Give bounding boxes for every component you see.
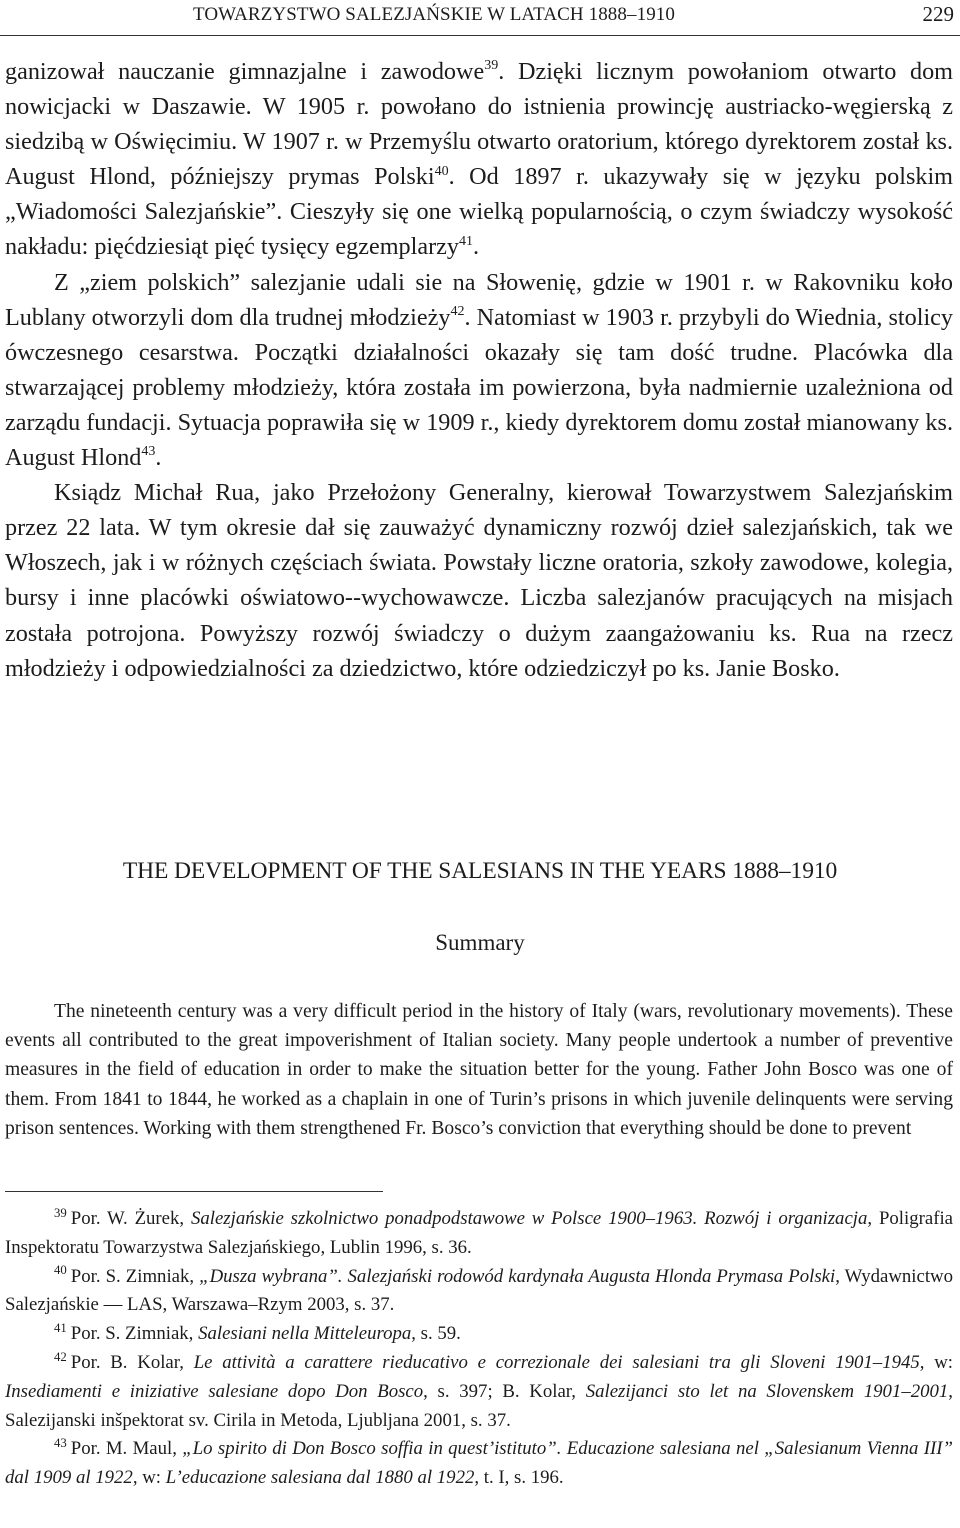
- body-paragraph-1: [5, 54, 953, 265]
- text-run: . Dzięki licznym powołaniom otwarto dom nowicjacki w Daszawie. W 1905 r. powołano do istnienia prowincję austriacko-węgierską z siedzibą w Oświęcimiu. W 1907 r. w Przemyślu otwarto oratorium, którego dyrektorem został ks. August Hlond, późniejszy prymas Polski: [5, 58, 954, 191]
- footnote-rule: [5, 1191, 383, 1192]
- text-run: . Natomiast w 1903 r. przybyli do Wiednia, stolicy ówczesnego cesarstwa. Początki działalności okazały się tam dość trudne. Placówka dla stwarzającej problemy młodzieży, która została im powierzona, była nadmiernie uzależniona od zarządu fundacji. Sytuacja poprawiła się w 1909 r., kiedy dyrektorem domu został mianowany ks. August Hlond: [5, 303, 954, 472]
- body-text: [5, 54, 953, 686]
- footnote-title: L’educazione salesiana dal 1880 al 1922: [165, 1467, 475, 1489]
- footnote-40: [5, 1263, 953, 1321]
- footnotes: [5, 1205, 953, 1493]
- footnote-43: [5, 1435, 953, 1493]
- footnote-41: [5, 1320, 953, 1349]
- text-run: ganizował nauczanie gimnazjalne i zawodowe: [5, 58, 485, 85]
- summary-subheading: Summary: [435, 930, 525, 955]
- body-paragraph-3: Ksiądz Michał Rua, jako Przełożony Generalny, kierował Towarzystwem Salezjańskim przez 22 lata. W tym okresie dał się zauważyć dynamiczny rozwój dzieł salezjańskich, tak we Włoszech, jak i w różnych częściach świata. Powstały liczne oratoria, szkoły zawodowe, kolegia, bursy i inne placówki oświatowo-​-wychowawcze. Liczba salezjanów pracujących na misjach została potrojona. Powyższy rozwój świadczy o dużym zaangażowaniu ks. Rua na rzecz młodzieży i odpowiedzialności za dziedzictwo, które odziedziczył po ks. Janie Bosko.: [5, 479, 953, 682]
- footnote-title: Salezjańskie szkolnictwo ponadpodstawowe w Polsce 1900–1963. Rozwój i organizacja: [190, 1208, 868, 1229]
- footnote-number: 39: [54, 1205, 67, 1220]
- footnote-text: Por. S. Zimniak,: [70, 1265, 200, 1287]
- footnote-number: 40: [54, 1263, 67, 1278]
- footnote-text: Por. W. Żurek,: [70, 1208, 191, 1229]
- footnote-ref-42[interactable]: 42: [450, 302, 465, 319]
- body-paragraph-2: [5, 265, 953, 476]
- summary-text: The nineteenth century was a very difficult period in the history of Italy (wars, revolutionary movements). These events all contributed to the great impoverishment of Italian society. Many people undertook a number of preventive measures in the field of education in order to make the situation better for the young. Father John Bosco was one of them. From 1841 to 1844, he worked as a chaplain in one of Turin’s prisons in which juvenile delinquents were serving prison sentences. Working with them strengthened Fr. Bosco’s conviction that everything should be done to prevent: [5, 1001, 953, 1139]
- footnote-ref-40[interactable]: 40: [434, 162, 449, 179]
- footnote-title: „Lo spirito di Don Bosco soffia in quest’istituto”. Educazione salesiana nel „Salesianum Vienna III” dal 1909 al 1922: [5, 1438, 953, 1489]
- text-run: .: [155, 444, 162, 472]
- footnote-ref-43[interactable]: 43: [141, 443, 156, 460]
- footnote-number: 43: [54, 1436, 67, 1451]
- footnote-text: , t. I, s. 196.: [474, 1467, 564, 1489]
- footnote-text: Por. M. Maul,: [70, 1438, 183, 1460]
- footnote-text: , Salezijanski inšpektorat sv. Cirila in Metoda, Ljubljana 2001, s. 37.: [5, 1380, 953, 1431]
- footnote-42: [5, 1349, 953, 1435]
- footnote-number: 42: [54, 1349, 67, 1364]
- footnote-text: Por. S. Zimniak,: [70, 1323, 199, 1345]
- running-title: TOWARZYSTWO SALEZJAŃSKIE W LATACH 1888–1910: [193, 4, 675, 25]
- footnote-text: Por. B. Kolar,: [70, 1351, 194, 1373]
- footnote-text: , s. 397; B. Kolar,: [423, 1380, 586, 1402]
- footnote-number: 41: [54, 1320, 67, 1335]
- text-run: Z „ziem polskich” salezjanie udali sie na Słowenię, gdzie w 1901 r. w Rakovniku koło Lublany otworzyli dom dla trudnej młodzieży: [5, 268, 953, 331]
- summary-heading: THE DEVELOPMENT OF THE SALESIANS IN THE YEARS 1888–1910: [122, 858, 838, 884]
- footnote-title: Salesiani nella Mitteleuropa: [198, 1323, 412, 1345]
- footnote-text: , Wydawnictwo Salezjańskie — LAS, Warszawa–Rzym 2003, s. 37.: [5, 1265, 954, 1316]
- footnote-text: , s. 59.: [411, 1323, 461, 1345]
- footnote-text: , w:: [919, 1351, 954, 1373]
- footnote-39: [5, 1205, 953, 1263]
- text-run: . Od 1897 r. ukazywały się w języku polskim „Wiadomości Salezjańskie”. Cieszyły się one wielką popularnością, o czym świadczy wysokość nakładu: pięćdziesiąt pięć tysięcy egzemplarzy: [5, 163, 953, 261]
- footnote-text: , Poligrafia Inspektoratu Towarzystwa Salezjańskiego, Lublin 1996, s. 36.: [5, 1208, 954, 1258]
- page-number: 229: [922, 2, 954, 26]
- footnote-text: , w:: [132, 1467, 166, 1489]
- header-rule: [0, 35, 960, 36]
- footnote-title: „Dusza wybrana”. Salezjański rodowód kardynała Augusta Hlonda Prymasa Polski: [199, 1265, 836, 1287]
- footnote-ref-39[interactable]: 39: [484, 57, 499, 74]
- footnote-ref-41[interactable]: 41: [458, 232, 473, 249]
- footnote-title: Salezijanci sto let na Slovenskem 1901–2001: [585, 1380, 949, 1402]
- footnote-title: Insediamenti e iniziative salesiane dopo Don Bosco: [5, 1380, 424, 1402]
- footnote-title: Le attività a carattere rieducativo e correzionale dei salesiani tra gli Sloveni 1901–1945: [193, 1351, 920, 1373]
- running-header: [0, 0, 960, 36]
- text-run: .: [473, 233, 480, 261]
